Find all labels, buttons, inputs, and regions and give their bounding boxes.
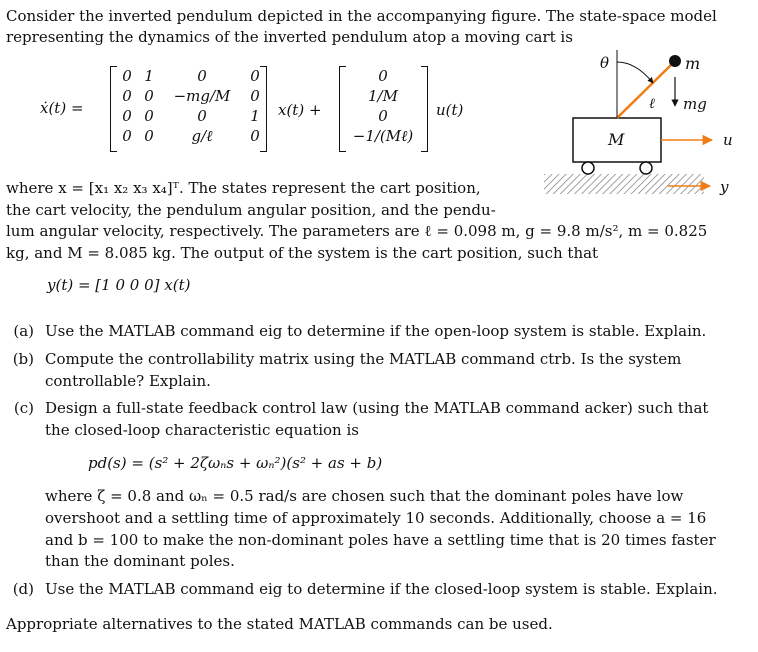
output-equation: y(t) = [1 0 0 0] x(t)	[47, 276, 191, 294]
u-term: u(t)	[436, 101, 464, 119]
item-c-cont-3: and b = 100 to make the non-dominant poles have a settling time that is 20 times faster	[45, 531, 716, 549]
item-c-cont-1: where ζ = 0.8 and ωₙ = 0.5 rad/s are chosen such that the dominant poles have low	[45, 487, 684, 505]
matrix-a-cell: 1	[250, 107, 260, 125]
intro-line-2: representing the dynamics of the inverted pendulum atop a moving cart is	[6, 28, 573, 46]
matrix-a-cell: 0	[197, 67, 207, 85]
cart-wheel-left	[582, 162, 594, 174]
pd-equation: pd(s) = (s² + 2ζωₙs + ωₙ²)(s² + as + b)	[88, 454, 383, 472]
matrix-a-cell: 0	[250, 67, 260, 85]
pendulum-rod	[617, 63, 673, 118]
vector-b-cell: 0	[378, 67, 388, 85]
para-line-4: kg, and M = 8.085 kg. The output of the system is the cart position, such that	[6, 244, 599, 262]
intro-line-1: Consider the inverted pendulum depicted in the accompanying figure. The state-space model	[6, 7, 717, 25]
item-c-line-1: Design a full-state feedback control law (using the MATLAB command acker) such that	[45, 399, 709, 417]
item-c-line-2: the closed-loop characteristic equation is	[45, 421, 359, 439]
matrix-a-cell: 0	[144, 87, 154, 105]
ground-hatch	[544, 174, 704, 194]
para-line-3: lum angular velocity, respectively. The parameters are ℓ = 0.098 m, g = 9.8 m/s², m = 0.825	[6, 222, 708, 240]
vector-b-cell: −1/(Mℓ)	[352, 127, 414, 145]
cart-wheel-right	[640, 162, 652, 174]
matrix-a-cell: 1	[144, 67, 154, 85]
vector-b-right-bracket	[421, 66, 428, 152]
matrix-a-cell: −mg/M	[173, 87, 231, 105]
matrix-a-left-bracket	[110, 66, 117, 152]
vector-b-cell: 0	[378, 107, 388, 125]
matrix-a-cell: 0	[122, 107, 132, 125]
matrix-a-cell: 0	[122, 127, 132, 145]
pendulum-cart-figure	[540, 44, 755, 204]
item-c-cont-4: than the dominant poles.	[45, 552, 235, 570]
matrix-a-cell: 0	[250, 87, 260, 105]
matrix-a-cell: 0	[144, 127, 154, 145]
matrix-a-cell: 0	[197, 107, 207, 125]
item-d-label: (d)	[12, 580, 34, 598]
item-b-label: (b)	[12, 350, 34, 368]
ell-label: ℓ	[649, 96, 655, 112]
item-d-text: Use the MATLAB command eig to determine if the closed-loop system is stable. Explain.	[45, 580, 718, 598]
matrix-a-cell: g/ℓ	[191, 127, 213, 145]
matrix-a-cell: 0	[122, 67, 132, 85]
item-b-line-1: Compute the controllability matrix using the MATLAB command ctrb. Is the system	[45, 350, 682, 368]
item-a-text: Use the MATLAB command eig to determine if the open-loop system is stable. Explain.	[45, 322, 707, 340]
vector-b-cell: 1/M	[368, 87, 398, 105]
theta-label: θ	[600, 54, 610, 72]
pendulum-mass	[669, 55, 681, 67]
para-line-1: where x = [x₁ x₂ x₃ x₄]ᵀ. The states represent the cart position,	[6, 179, 481, 197]
m-label: m	[685, 54, 701, 73]
x-term: x(t) +	[278, 101, 322, 119]
vector-b-left-bracket	[339, 66, 346, 152]
matrix-a-cell: 0	[250, 127, 260, 145]
item-a-label: (a)	[13, 322, 34, 340]
y-label: y	[720, 178, 729, 196]
para-line-2: the cart velocity, the pendulum angular position, and the pendu-	[6, 201, 496, 219]
footer-note: Appropriate alternatives to the stated MATLAB commands can be used.	[6, 615, 553, 633]
cart-mass-label: M	[608, 130, 625, 149]
item-c-label: (c)	[13, 399, 34, 417]
mg-label: mg	[683, 95, 707, 113]
theta-arc	[617, 62, 653, 83]
matrix-a-cell: 0	[122, 87, 132, 105]
u-label: u	[723, 131, 733, 149]
item-b-line-2: controllable? Explain.	[45, 372, 211, 390]
matrix-a-cell: 0	[144, 107, 154, 125]
item-c-cont-2: overshoot and a settling time of approximately 10 seconds. Additionally, choose a = 16	[45, 509, 707, 527]
xdot-lhs: ẋ(t) =	[40, 99, 84, 117]
